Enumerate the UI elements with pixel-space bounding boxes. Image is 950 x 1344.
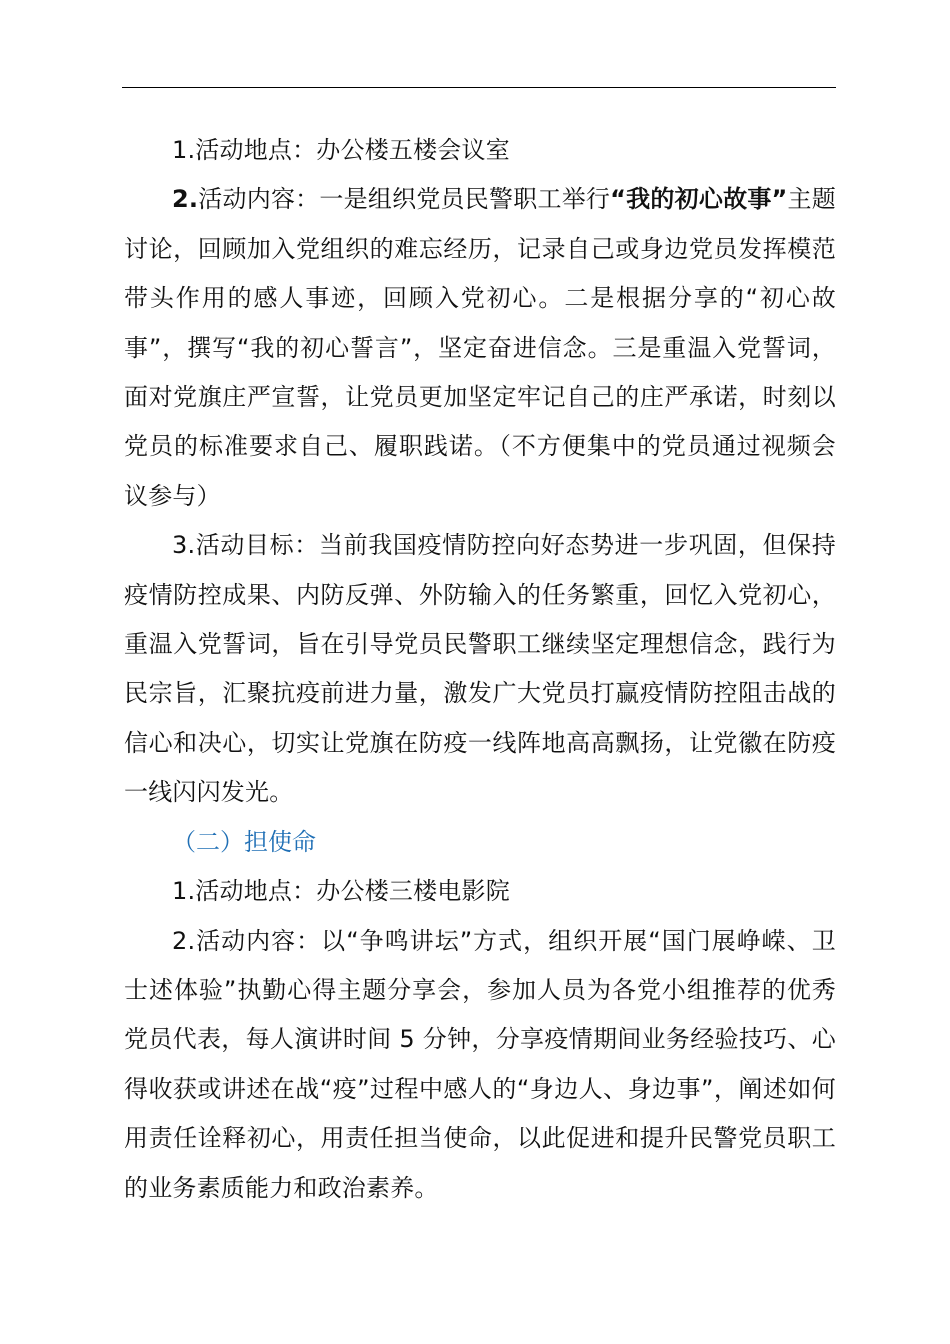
activity-content-paragraph: [124, 175, 836, 521]
header-rule: [122, 87, 836, 88]
mission-location-paragraph: 1.活动地点：办公楼三楼电影院: [172, 877, 510, 906]
activity-content-text-b: 主题讨论，回顾加入党组织的难忘经历，记录自己或身边党员发挥模范带头作用的感人事迹，回顾入党初心。二是根据分享的“初心故事”，撰写“我的初心誓言”，坚定奋进信念。三是重温入党誓词，面对党旗庄严宣誓，让党员更加坚定牢记自己的庄严承诺，时刻以党员的标准要求自己、履职践诺。（不方便集中的党员通过视频会议参与）: [124, 185, 836, 510]
section-heading-mission: （二）担使命: [172, 827, 316, 856]
activity-content-text-a: 活动内容：一是组织党员民警职工举行: [198, 185, 611, 214]
activity-goal-paragraph: 3.活动目标：当前我国疫情防控向好态势进一步巩固，但保持疫情防控成果、内防反弹、外防输入的任务繁重，回忆入党初心，重温入党誓词，旨在引导党员民警职工继续坚定理想信念，践行为民宗旨，汇聚抗疫前进力量，激发广大党员打赢疫情防控阻击战的信心和决心，切实让党旗在防疫一线阵地高高飘扬，让党徽在防疫一线闪闪发光。: [124, 531, 836, 807]
mission-content-paragraph: 2.活动内容：以“争鸣讲坛”方式，组织开展“国门展峥嵘、卫士述体验”执勤心得主题分享会，参加人员为各党小组推荐的优秀党员代表，每人演讲时间 5 分钟，分享疫情期间业务经验技巧、心得收获或讲述在战“疫”过程中感人的“身边人、身边事”，阐述如何用责任诠释初心，用责任担当使命，以此促进和提升民警党员职工的业务素质能力和政治素养。: [124, 926, 836, 1202]
document-body: [124, 126, 836, 1213]
activity-content-number: 2.: [172, 185, 199, 214]
activity-content-quote: “我的初心故事”: [610, 185, 788, 214]
activity-location-paragraph: 1.活动地点：办公楼五楼会议室: [172, 136, 510, 164]
